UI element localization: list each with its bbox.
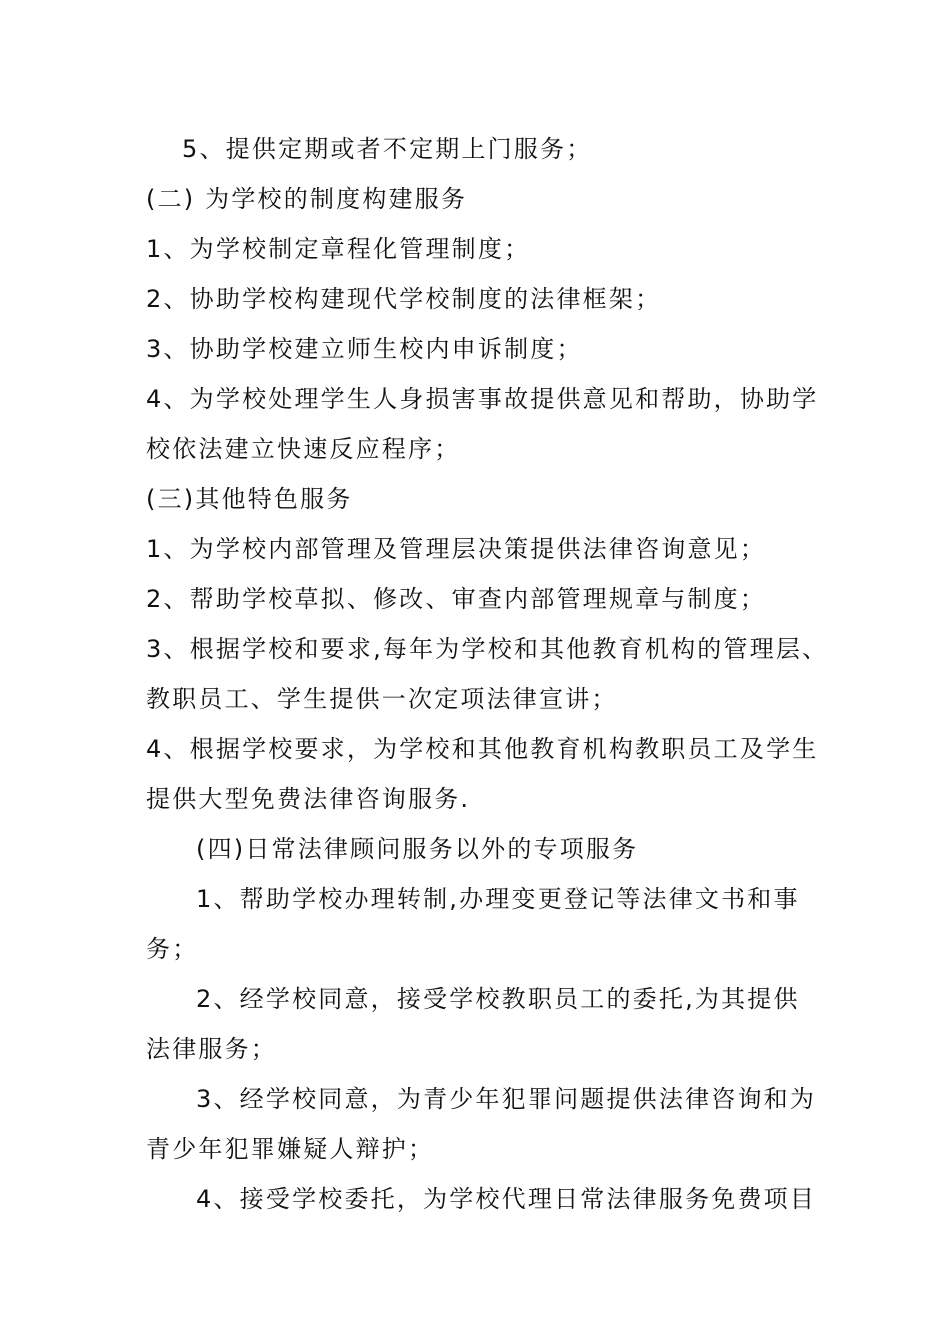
text-line: 3、根据学校和要求,每年为学校和其他教育机构的管理层、 [146,635,829,663]
section-heading-3: (三)其他特色服务 [146,485,353,513]
text-line: 2、经学校同意，接受学校教职员工的委托,为其提供 [196,985,800,1013]
document-body [146,124,829,1224]
text-line: 4、为学校处理学生人身损害事故提供意见和帮助，协助学 [146,385,819,413]
text-line: 青少年犯罪嫌疑人辩护； [146,1135,435,1163]
text-line: 校依法建立快速反应程序； [146,435,461,463]
text-line: 1、为学校内部管理及管理层决策提供法律咨询意见； [146,535,767,563]
text-line: 务； [146,935,199,963]
text-line: 3、经学校同意，为青少年犯罪问题提供法律咨询和为 [196,1085,817,1113]
text-line: 5、提供定期或者不定期上门服务； [182,135,593,163]
text-line: 提供大型免费法律咨询服务. [146,785,471,813]
text-line: 4、接受学校委托，为学校代理日常法律服务免费项目 [196,1185,817,1213]
text-line: 4、根据学校要求，为学校和其他教育机构教职员工及学生 [146,735,819,763]
text-line: 3、协助学校建立师生校内申诉制度； [146,335,583,363]
text-line: 1、为学校制定章程化管理制度； [146,235,531,263]
text-line: 法律服务； [146,1035,277,1063]
text-line: 1、帮助学校办理转制,办理变更登记等法律文书和事 [196,885,800,913]
text-line: 2、协助学校构建现代学校制度的法律框架； [146,285,662,313]
section-heading-2: (二) 为学校的制度构建服务 [146,185,468,213]
text-line: 教职员工、学生提供一次定项法律宣讲； [146,685,618,713]
text-line: 2、帮助学校草拟、修改、审查内部管理规章与制度； [146,585,767,613]
section-heading-4: (四)日常法律顾问服务以外的专项服务 [196,835,639,863]
